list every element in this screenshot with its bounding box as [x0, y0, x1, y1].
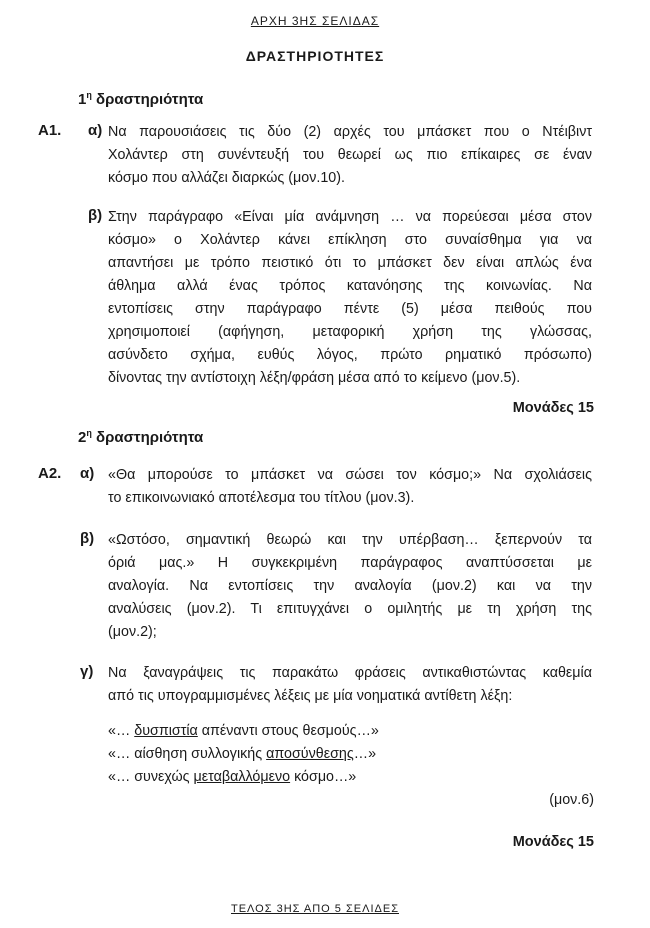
- text-line: (μον.2);: [108, 624, 157, 640]
- quote-suffix: απέναντι στους θεσμούς…»: [197, 723, 379, 739]
- quote-prefix: «… αίσθηση συλλογικής: [108, 746, 267, 762]
- text-line: από τις υπογραμμισμένες λέξεις με μία νοηματικά αντίθετη λέξη:: [108, 688, 513, 704]
- question-a2-c-label: γ): [80, 663, 94, 680]
- text-line: αναλύσεις (μον.2). Τι επιτυγχάνει ο ομιλητής με τη χρήση της: [108, 601, 592, 617]
- text-line: ασύνδετο σχήμα, ευθύς λόγος, πρώτο ρηματικό πρόσωπο): [108, 347, 592, 363]
- activity-1-units: Μονάδες 15: [512, 400, 594, 416]
- text-line: Στην παράγραφο «Είναι μία ανάμνηση … να πορεύεσαι μέσα στον: [108, 209, 592, 225]
- question-a2-a-text: [108, 464, 592, 510]
- underlined-word: δυσπιστία: [134, 723, 198, 739]
- page-end-footer: ΤΕΛΟΣ 3ΗΣ ΑΠΟ 5 ΣΕΛΙΔΕΣ: [231, 903, 399, 915]
- text-line: αναλογία. Να εντοπίσεις την αναλογία (μον.2) και να την: [108, 578, 592, 594]
- question-a1-number: Α1.: [38, 122, 62, 139]
- question-a2-a-label: α): [80, 465, 95, 482]
- quote-line: [108, 743, 379, 766]
- text-line: απαντήσει με τρόπο πειστικό ότι το μπάσκετ δεν είναι απλώς ένα: [108, 255, 592, 271]
- question-a1-a-label: α): [88, 122, 103, 139]
- text-line: «Ωστόσο, σημαντική θεωρώ και την υπέρβαση… ξεπερνούν τα: [108, 532, 592, 548]
- question-a2-c-points: (μον.6): [549, 792, 594, 808]
- activity-1-heading: [78, 90, 203, 108]
- quote-suffix: κόσμο…»: [290, 769, 357, 785]
- question-a2-b-label: β): [80, 530, 95, 547]
- activity-1-superscript: η: [86, 90, 92, 100]
- text-line: κόσμο» ο Χολάντερ κάνει επίκληση στο συναίσθημα για να: [108, 232, 592, 248]
- activity-1-heading-text: δραστηριότητα: [91, 91, 204, 108]
- activity-2-heading: [78, 428, 203, 446]
- page-title: ΔΡΑΣΤΗΡΙΟΤΗΤΕΣ: [245, 48, 385, 64]
- quote-prefix: «…: [108, 723, 135, 739]
- quote-line: [108, 720, 379, 743]
- text-line: δίνοντας την αντίστοιχη λέξη/φράση μέσα από το κείμενο (μον.5).: [108, 370, 521, 386]
- question-a1-b-label: β): [88, 207, 103, 224]
- text-line: χρησιμοποιεί (αφήγηση, μεταφορική χρήση της γλώσσας,: [108, 324, 592, 340]
- quote-suffix: …»: [353, 746, 377, 762]
- question-a1-b-text: [108, 206, 592, 390]
- activity-1-number: 1: [78, 91, 87, 108]
- text-line: όριά μας.» Η συγκεκριμένη παράγραφος αναπτύσσεται με: [108, 555, 592, 571]
- text-line: το επικοινωνιακό αποτέλεσμα του τίτλου (μον.3).: [108, 490, 415, 506]
- text-line: κόσμο που αλλάζει διαρκώς (μον.10).: [108, 170, 345, 186]
- underlined-word: μεταβαλλόμενο: [193, 769, 291, 785]
- quote-prefix: «… συνεχώς: [108, 769, 194, 785]
- quote-list: [108, 720, 379, 789]
- text-line: εντοπίσεις στην παράγραφο πέντε (5) μέσα πειθούς που: [108, 301, 592, 317]
- activity-2-heading-text: δραστηριότητα: [91, 429, 204, 446]
- page-start-header: ΑΡΧΗ 3ΗΣ ΣΕΛΙΔΑΣ: [250, 14, 380, 28]
- underlined-word: αποσύνθεσης: [266, 746, 354, 762]
- quote-line: [108, 766, 379, 789]
- text-line: Χολάντερ στη συνέντευξή του θεωρεί ως πιο επίκαιρες σε έναν: [108, 147, 592, 163]
- question-a2-c-text: [108, 662, 592, 708]
- question-a2-number: Α2.: [38, 465, 62, 482]
- text-line: «Θα μπορούσε το μπάσκετ να σώσει τον κόσμο;» Να σχολιάσεις: [108, 467, 592, 483]
- activity-2-number: 2: [78, 429, 87, 446]
- activity-2-superscript: η: [86, 428, 92, 438]
- text-line: Να ξαναγράψεις τις παρακάτω φράσεις αντικαθιστώντας καθεμία: [108, 665, 592, 681]
- question-a2-b-text: [108, 529, 592, 644]
- text-line: άθλημα αλλά ένας τρόπος κατανόησης της κοινωνίας. Να: [108, 278, 592, 294]
- question-a1-a-text: [108, 121, 592, 190]
- text-line: Να παρουσιάσεις τις δύο (2) αρχές του μπάσκετ που ο Ντέιβιντ: [108, 124, 592, 140]
- activity-2-units: Μονάδες 15: [512, 834, 594, 850]
